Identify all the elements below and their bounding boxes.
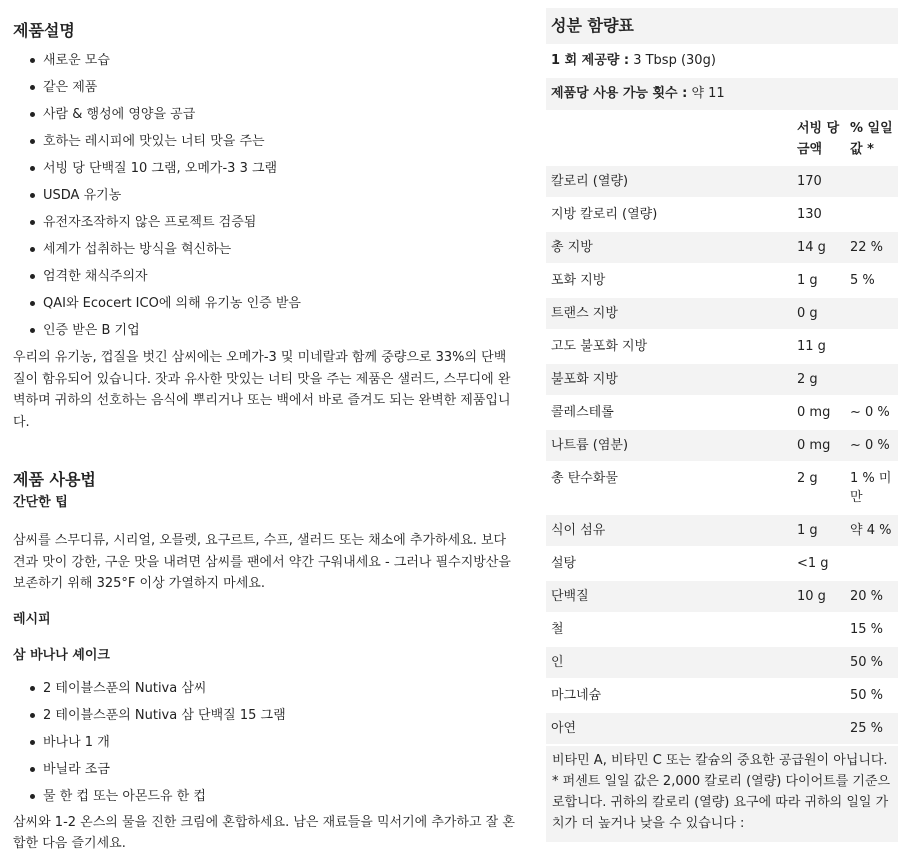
daily-value-column-header: % 일일 값 *	[850, 121, 893, 157]
tip-heading: 간단한 팁	[13, 495, 68, 510]
recipe-title: 삼 바나나 셰이크	[13, 647, 110, 663]
nutrient-name: 콜레스테롤	[551, 405, 614, 420]
nutrient-name: 트랜스 지방	[551, 306, 618, 321]
nutrient-daily-value	[850, 548, 898, 579]
ingredient-item: 바나나 1 개	[13, 729, 518, 756]
description-paragraph: 우리의 유기농, 껍질을 벗긴 삼씨에는 오메가-3 및 미네랄과 함께 중량으로 33%의 단백질이 함유되어 있습니다. 잣과 유사한 맛있는 너티 맛을 주는 제품은 샐러드, 스무디에 완벽하며 귀하의 선호하는 음식에 뿌리거나 또는 백에서 바로 즐겨도 되는 완벽한 제품입니다.	[13, 350, 511, 430]
nutrient-row	[546, 513, 898, 546]
nutrient-row	[546, 461, 898, 513]
ingredient-list	[13, 675, 518, 810]
nutrient-row	[546, 329, 898, 362]
nutrient-row	[546, 678, 898, 711]
nutrient-amount: 2 g	[797, 372, 818, 387]
nutrient-name: 칼로리 (열량)	[551, 174, 629, 189]
nutrient-name: 설탕	[551, 556, 577, 571]
feature-item: QAI와 Ecocert ICO에 의해 유기농 인증 받음	[13, 290, 518, 317]
nutrient-amount	[797, 647, 850, 678]
nutrient-row	[546, 711, 898, 744]
nutrient-name: 마그네슘	[551, 688, 602, 703]
nutrient-name: 총 탄수화물	[551, 471, 618, 486]
nutrient-amount: 0 mg	[797, 438, 831, 453]
nutrient-daily-value: 5 %	[850, 273, 875, 288]
nutrient-daily-value: ~ 0 %	[850, 438, 890, 453]
ingredient-item: 2 테이블스푼의 Nutiva 삼 단백질 15 그램	[13, 702, 518, 729]
nutrient-name: 철	[551, 622, 564, 637]
nutrient-row	[546, 164, 898, 197]
nutrient-amount	[797, 680, 850, 711]
servings-per-container-row	[546, 77, 898, 110]
nutrient-row	[546, 546, 898, 579]
nutrient-daily-value: 1 % 미만	[850, 471, 892, 505]
nutrient-daily-value	[850, 331, 898, 362]
usage-heading: 제품 사용법	[13, 470, 96, 489]
description-heading: 제품설명	[13, 21, 75, 40]
nutrient-name: 총 지방	[551, 240, 593, 255]
feature-item: 호하는 레시피에 맛있는 너티 맛을 주는	[13, 128, 518, 155]
serving-size-row	[546, 44, 898, 77]
nutrient-name: 식이 섬유	[551, 523, 606, 538]
nutrient-amount: 0 g	[797, 306, 818, 321]
nutrient-daily-value: 20 %	[850, 589, 884, 604]
nutrient-name: 아연	[551, 721, 577, 736]
nutrition-facts-panel	[546, 8, 898, 842]
feature-item: 엄격한 채식주의자	[13, 263, 518, 290]
recipe-paragraph: 삼씨와 1-2 온스의 물을 진한 크림에 혼합하세요. 남은 재료들을 믹서기에 추가하고 잘 혼합한 다음 즐기세요.	[13, 814, 515, 851]
nutrient-name: 포화 지방	[551, 273, 606, 288]
nutrient-daily-value: ~ 0 %	[850, 405, 890, 420]
nutrient-row	[546, 579, 898, 612]
nutrient-name: 불포화 지방	[551, 372, 618, 387]
feature-item: USDA 유기농	[13, 182, 518, 209]
nutrient-row	[546, 428, 898, 461]
feature-item: 유전자조작하지 않은 프로젝트 검증됨	[13, 209, 518, 236]
serving-size-value: 3 Tbsp (30g)	[633, 53, 716, 68]
nutrient-row	[546, 197, 898, 230]
nutrient-table	[546, 110, 898, 744]
nutrient-daily-value	[850, 166, 898, 197]
nutrient-daily-value: 22 %	[850, 240, 884, 255]
nutrient-amount: 11 g	[797, 339, 826, 354]
nutrient-amount	[797, 614, 850, 645]
nutrient-daily-value: 50 %	[850, 688, 884, 703]
nutrition-footnote: 비타민 A, 비타민 C 또는 칼슘의 중요한 공급원이 아닙니다. * 퍼센트 일일 값은 2,000 칼로리 (열량) 다이어트를 기준으로합니다. 귀하의 칼로리 (열량) 요구에 따라 귀하의 일일 가치가 더 높거나 낮을 수 있습니다 :	[546, 746, 898, 842]
nutrient-amount: 10 g	[797, 589, 826, 604]
nutrient-daily-value	[850, 364, 898, 395]
ingredient-item: 2 테이블스푼의 Nutiva 삼씨	[13, 675, 518, 702]
nutrient-daily-value	[850, 298, 898, 329]
nutrient-name: 지방 칼로리 (열량)	[551, 207, 658, 222]
nutrient-name: 나트륨 (염분)	[551, 438, 629, 453]
nutrient-amount: 130	[797, 207, 822, 222]
nutrient-row	[546, 395, 898, 428]
nutrient-table-header	[546, 110, 898, 164]
nutrient-row	[546, 362, 898, 395]
nutrient-daily-value	[850, 199, 898, 230]
nutrient-row	[546, 296, 898, 329]
tip-paragraph: 삼씨를 스무디류, 시리얼, 오믈렛, 요구르트, 수프, 샐러드 또는 채소에 추가하세요. 보다 견과 맛이 강한, 구운 맛을 내려면 삼씨를 팬에서 약간 구워내세요 - 그러나 필수지방산을 보존하기 위해 325°F 이상 가열하지 마세요.	[13, 533, 511, 591]
product-details-column	[13, 0, 518, 855]
nutrient-row	[546, 612, 898, 645]
nutrient-daily-value: 15 %	[850, 622, 884, 637]
nutrient-daily-value: 약 4 %	[850, 523, 892, 538]
feature-item: 서빙 당 단백질 10 그램, 오메가-3 3 그램	[13, 155, 518, 182]
ingredient-item: 물 한 컵 또는 아몬드유 한 컵	[13, 783, 518, 810]
nutrient-name: 인	[551, 655, 564, 670]
feature-item: 인증 받은 B 기업	[13, 317, 518, 344]
nutrient-daily-value: 25 %	[850, 721, 884, 736]
nutrient-amount: 170	[797, 174, 822, 189]
feature-list	[13, 47, 518, 344]
nutrient-amount: 2 g	[797, 471, 818, 486]
nutrient-amount: 1 g	[797, 523, 818, 538]
nutrient-name: 단백질	[551, 589, 589, 604]
feature-item: 사람 & 행성에 영양을 공급	[13, 101, 518, 128]
serving-size-label: 1 회 제공량 :	[551, 53, 630, 68]
nutrient-rows	[546, 164, 898, 744]
nutrient-row	[546, 230, 898, 263]
nutrient-amount: 14 g	[797, 240, 826, 255]
nutrient-row	[546, 263, 898, 296]
nutrition-title: 성분 함량표	[546, 8, 898, 44]
servings-label: 제품당 사용 가능 횟수 :	[551, 86, 688, 101]
nutrient-row	[546, 645, 898, 678]
recipes-heading: 레시피	[13, 611, 51, 627]
feature-item: 새로운 모습	[13, 47, 518, 74]
amount-column-header: 서빙 당 금액	[797, 121, 840, 157]
nutrient-amount: 0 mg	[797, 405, 831, 420]
feature-item: 세계가 섭취하는 방식을 혁신하는	[13, 236, 518, 263]
nutrient-amount: <1 g	[797, 556, 829, 571]
nutrient-name: 고도 불포화 지방	[551, 339, 648, 354]
nutrient-daily-value: 50 %	[850, 655, 884, 670]
nutrient-amount	[797, 713, 850, 744]
ingredient-item: 바닐라 조금	[13, 756, 518, 783]
nutrient-amount: 1 g	[797, 273, 818, 288]
servings-value: 약 11	[691, 86, 725, 101]
feature-item: 같은 제품	[13, 74, 518, 101]
